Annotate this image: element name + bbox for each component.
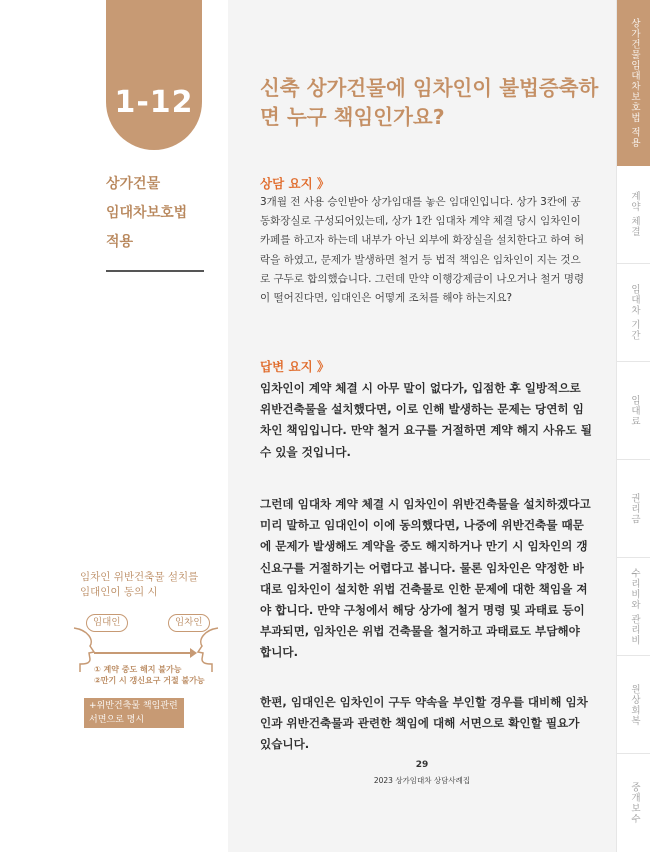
agreement-arrow (94, 652, 192, 654)
tab-restoration[interactable] (617, 656, 650, 754)
tab-label: 수리비와 관리비 (629, 567, 640, 646)
page-number: 29 (415, 760, 429, 770)
tab-contract[interactable] (617, 166, 650, 264)
landlord-bubble: 임대인 (86, 614, 128, 632)
tab-rent[interactable] (617, 362, 650, 460)
tenant-bubble: 임차인 (168, 614, 210, 632)
answer-paragraph: 임차인이 계약 체결 시 아무 말이 없다가, 입점한 후 일방적으로 위반건축물을 설치했다면, 이로 인해 발생하는 문제는 당연히 임차인 책임입니다. 만약 철거 요구를 거절하면 계약 해지 사유도 될 수 있을 것입니다. (260, 381, 592, 459)
tab-lease-period[interactable] (617, 264, 650, 362)
category-title (106, 170, 216, 257)
condition-item: ②만기 시 갱신요구 거절 불가능 (94, 676, 205, 685)
page-title: 신축 상가건물에 임차인이 불법증축하면 누구 책임인가요? (260, 76, 599, 129)
tab-lease-protection-act[interactable] (617, 0, 650, 166)
chapter-number: 1-12 (114, 85, 194, 120)
category-line: 적용 (106, 234, 134, 250)
tab-label: 계약 체결 (629, 191, 640, 238)
answer-heading: 답변 요지 》 (260, 359, 330, 374)
tab-label: 권리금 (629, 492, 640, 525)
note-line: 서면으로 명시 (89, 715, 145, 725)
condition-item: ① 계약 중도 해지 불가능 (94, 665, 182, 674)
tab-label: 원상회복 (629, 683, 640, 726)
category-line: 상가건물 (106, 176, 161, 192)
tab-premium[interactable] (617, 460, 650, 558)
question-heading: 상담 요지 》 (260, 176, 330, 191)
written-note-box (84, 698, 184, 728)
tab-label: 임대차 기간 (629, 284, 640, 341)
category-line: 임대차보호법 (106, 205, 188, 221)
note-line: +위반건축물 책임관련 (89, 701, 178, 711)
illustration-title-line: 임차인 위반건축물 설치를 (80, 571, 199, 583)
category-divider (106, 270, 204, 272)
left-column (0, 0, 228, 852)
tab-label: 상가건물임대차보호법 적용 (629, 17, 640, 149)
answer-paragraph: 한편, 임대인은 임차인이 구두 약속을 부인할 경우를 대비해 임차인과 위반건축물과 관련한 책임에 대해 서면으로 확인할 필요가 있습니다. (260, 695, 588, 752)
condition-list (94, 664, 205, 686)
chapter-badge (106, 0, 202, 150)
tab-repair-costs[interactable] (617, 558, 650, 656)
book-title: 2023 상가임대차 상담사례집 (373, 776, 471, 785)
question-text: 3개월 전 사용 승인받아 상가임대를 놓은 임대인입니다. 상가 3칸에 공동화장실로 구성되어있는데, 상가 1칸 임대차 계약 체결 당시 임차인이 카페를 하고자 하는데 내부가 아닌 외부에 화장실을 설치한다고 하여 허락을 하였고, 문제가 발생하면 철거 등 법적 책임은 임차인이 지는 것으로 구두로 합의했습니다. 그런데 만약 이행강제금이 나오거나 철거 명령이 떨어진다면, 임대인은 어떻게 조처를 해야 하는지요? (260, 196, 585, 305)
tab-label: 중개보수 (629, 782, 640, 824)
tab-label: 임대료 (629, 394, 640, 427)
illustration-title-line: 임대인이 동의 시 (80, 586, 158, 598)
answer-paragraph: 그런데 임대차 계약 체결 시 임차인이 위반건축물을 설치하겠다고 미리 말하고 임대인이 이에 동의했다면, 나중에 위반건축물 때문에 문제가 발생해도 계약을 중도 해지하거나 만기 시 임차인의 갱신요구를 거절하기는 어렵다고 봅니다. 물론 임차인은 약정한 바대로 임차인이 설치한 위법 건축물로 인한 문제에 대한 책임을 져야 합니다. 만약 구청에서 해당 상가에 철거 명령 및 과태료 등이 부과되면, 임차인은 위법 건축물을 철거하고 과태료도 부담해야 합니다. (260, 497, 591, 660)
tab-brokerage-fee[interactable] (617, 754, 650, 852)
landlord-face-icon (70, 626, 96, 672)
section-tab-bar (616, 0, 650, 852)
main-content (228, 0, 616, 852)
illustration-title (80, 570, 220, 600)
